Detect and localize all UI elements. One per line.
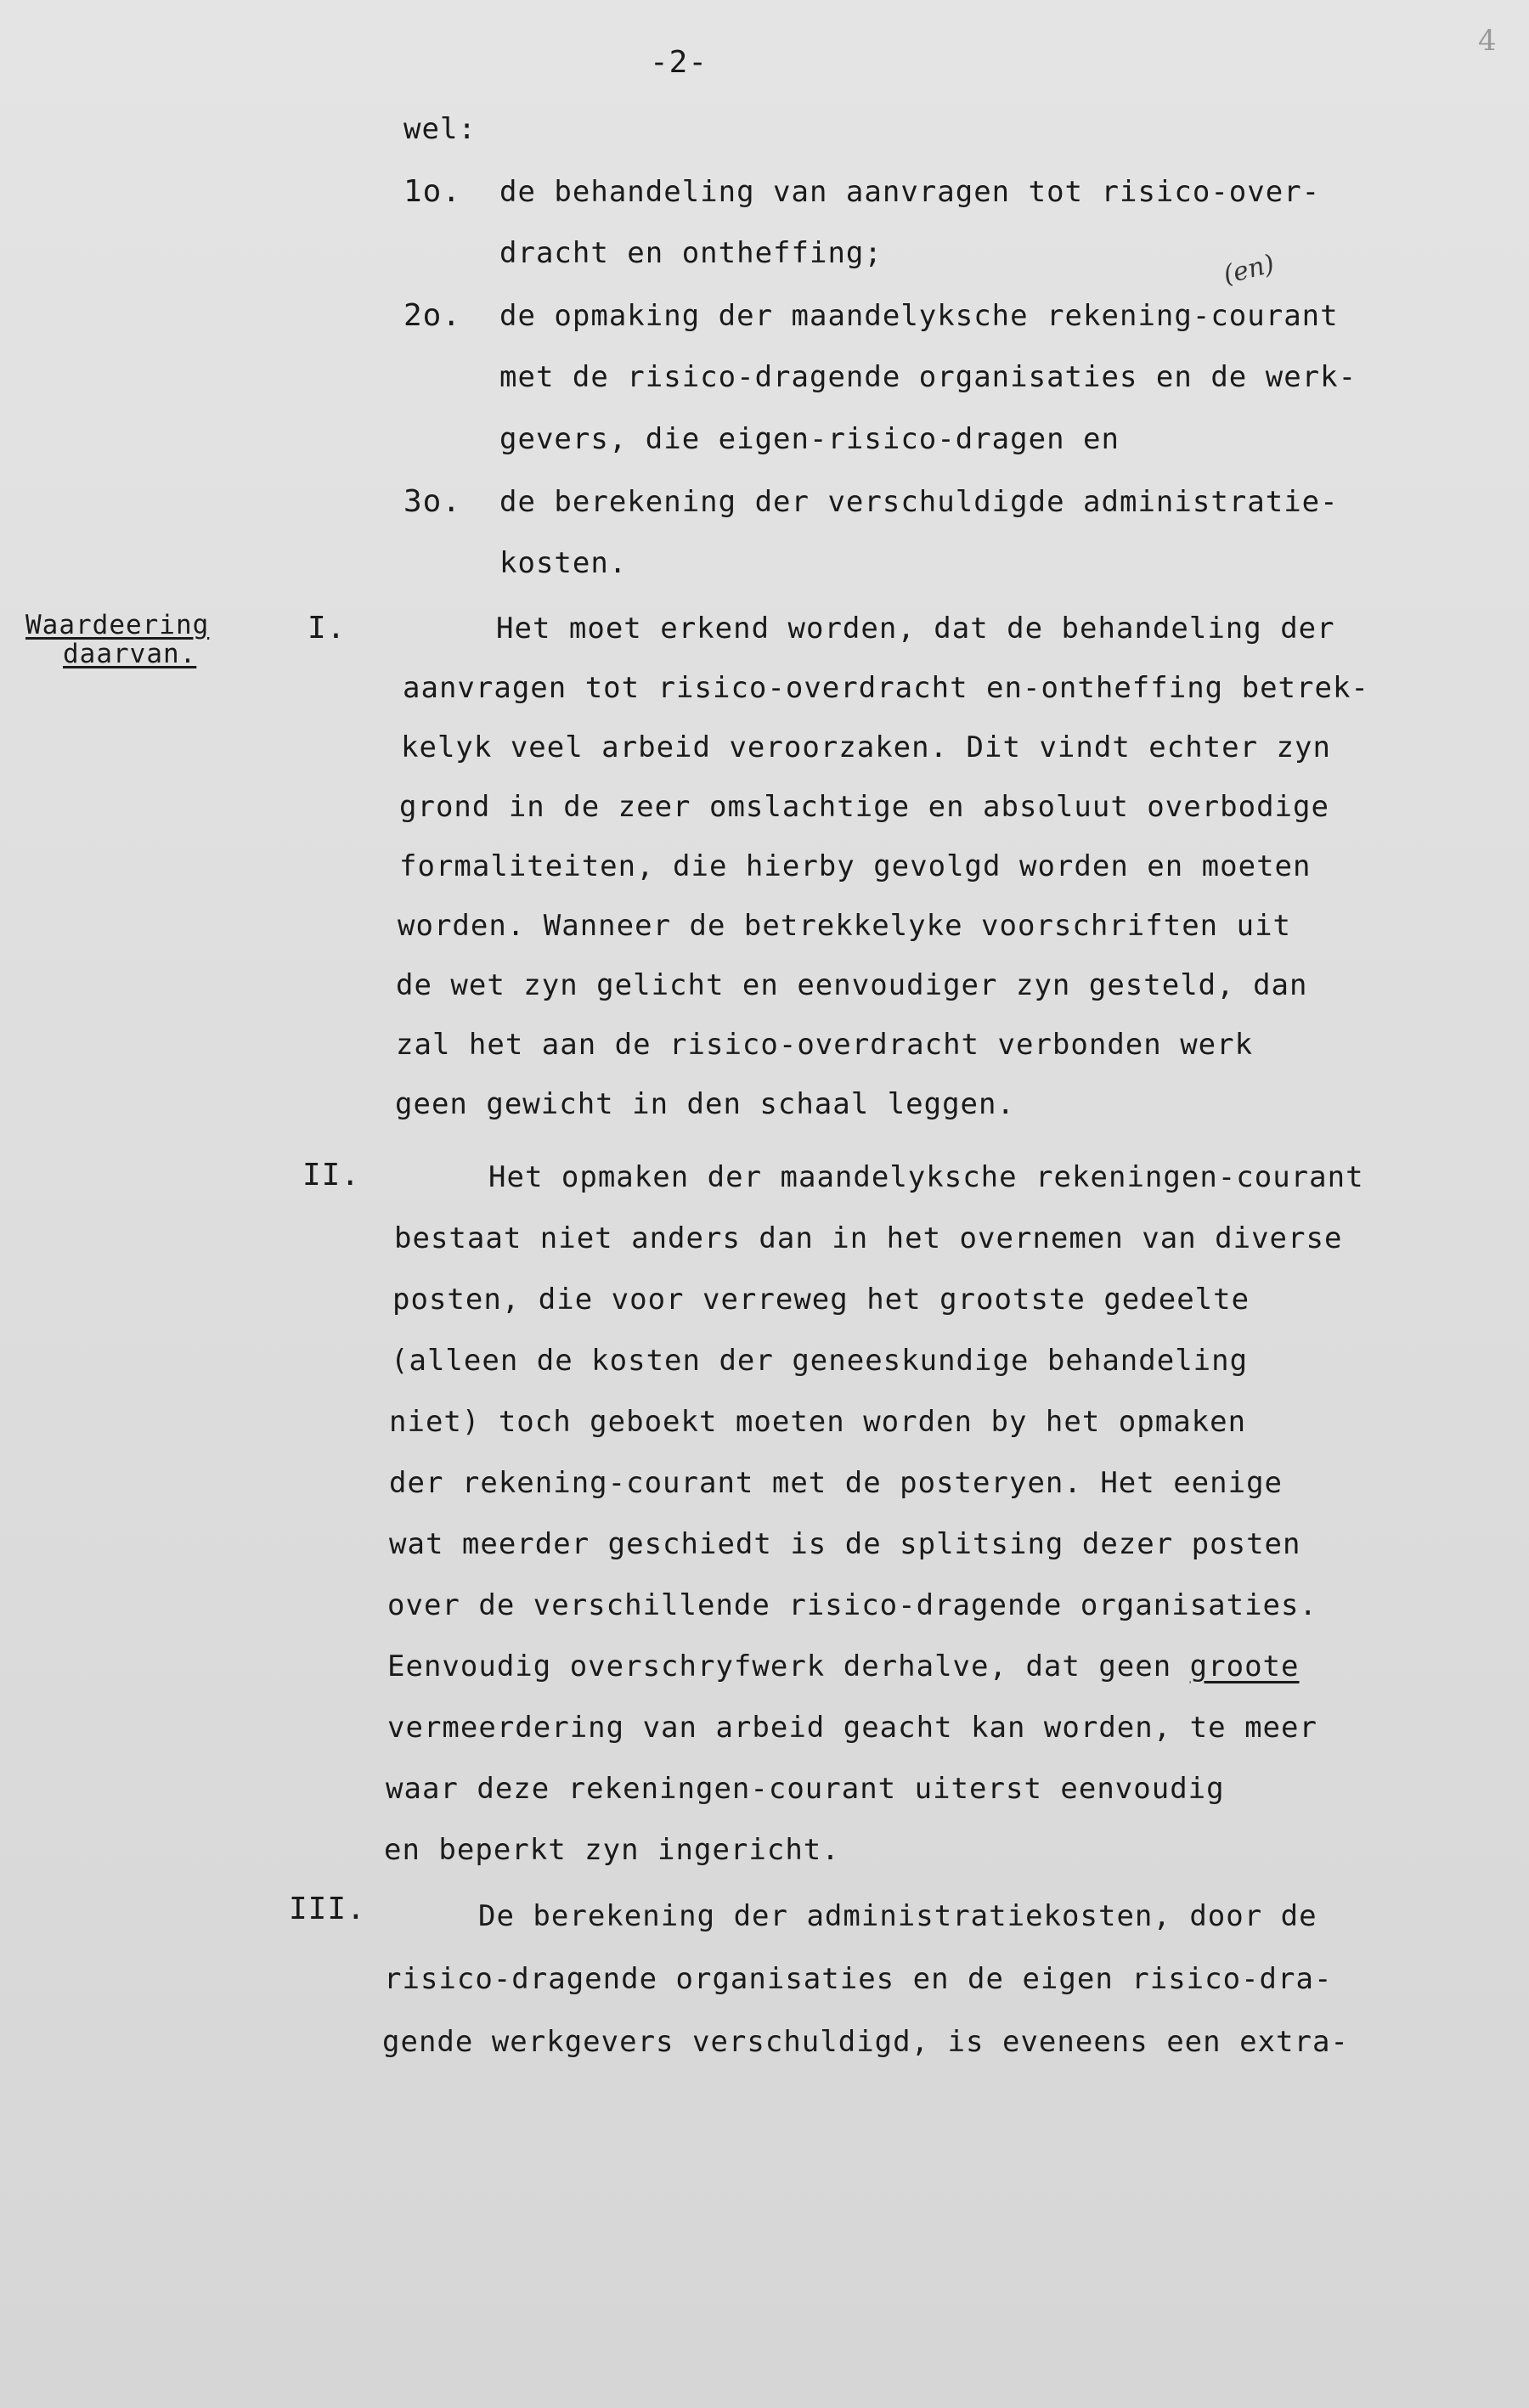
section-line: zal het aan de risico-overdracht verbonden werk [396,1028,1254,1062]
item-line: dracht en ontheffing; [499,236,883,270]
section-line: over de verschillende risico-dragende organisaties. [387,1588,1317,1622]
item-number: 1o. [403,174,462,209]
item-line: met de risico-dragende organisaties en de werk- [499,360,1357,394]
section-line: Het opmaken der maandelyksche rekeningen-courant [488,1160,1364,1194]
section-line: geen gewicht in den schaal leggen. [395,1087,1015,1121]
section-line: risico-dragende organisaties en de eigen risico-dra- [384,1962,1333,1996]
section-number: III. [289,1892,366,1926]
section-line: en beperkt zyn ingericht. [384,1833,840,1867]
item-number: 3o. [403,484,462,519]
section-line: waar deze rekeningen-courant uiterst eenvoudig [386,1772,1225,1806]
item-line: kosten. [499,546,628,580]
item-number: 2o. [403,298,462,333]
page-number: -2- [650,45,708,80]
section-number: II. [302,1158,361,1193]
section-line: vermeerdering van arbeid geacht kan worden, te meer [387,1711,1317,1745]
section-line: formaliteiten, die hierby gevolgd worden en moeten [399,849,1312,883]
section-line: gende werkgevers verschuldigd, is eveneens een extra- [382,2025,1349,2059]
item-line: de berekening der verschuldigde administratie- [499,485,1339,519]
section-line: de wet zyn gelicht en eenvoudiger zyn gesteld, dan [396,968,1308,1002]
section-line: Eenvoudig overschryfwerk derhalve, dat geen [387,1650,1190,1683]
handwritten-annotation: (en) [1220,249,1278,290]
section-line: worden. Wanneer de betrekkelyke voorschriften uit [398,909,1292,943]
section-line: kelyk veel arbeid veroorzaken. Dit vindt echter zyn [401,730,1331,764]
item-line: de opmaking der maandelyksche rekening-courant [499,299,1339,333]
section-line-with-underline [387,1650,1300,1683]
section-line: wat meerder geschiedt is de splitsing dezer posten [389,1527,1301,1561]
item-line: de behandeling van aanvragen tot risico-over- [499,175,1321,209]
section-line: grond in de zeer omslachtige en absoluut overbodige [399,790,1329,824]
margin-note-line: daarvan. [63,639,197,669]
underlined-word: groote [1189,1650,1300,1683]
item-line: gevers, die eigen-risico-dragen en [499,422,1120,456]
section-line: bestaat niet anders dan in het overnemen van diverse [394,1221,1343,1255]
section-line: (alleen de kosten der geneeskundige behandeling [391,1344,1249,1378]
corner-mark: 4 [1478,24,1497,58]
section-line: De berekening der administratiekosten, door de [478,1899,1317,1933]
section-line: der rekening-courant met de posteryen. Het eenige [389,1466,1284,1500]
intro-text: wel: [403,112,477,146]
section-line: Het moet erkend worden, dat de behandeling der [496,612,1335,646]
section-line: posten, die voor verreweg het grootste gedeelte [392,1283,1250,1317]
section-line: niet) toch geboekt moeten worden by het opmaken [389,1405,1247,1439]
margin-note-line: Waardeering [25,610,210,640]
section-line: aanvragen tot risico-overdracht en-ontheffing betrek- [403,671,1369,705]
section-number: I. [307,611,347,646]
